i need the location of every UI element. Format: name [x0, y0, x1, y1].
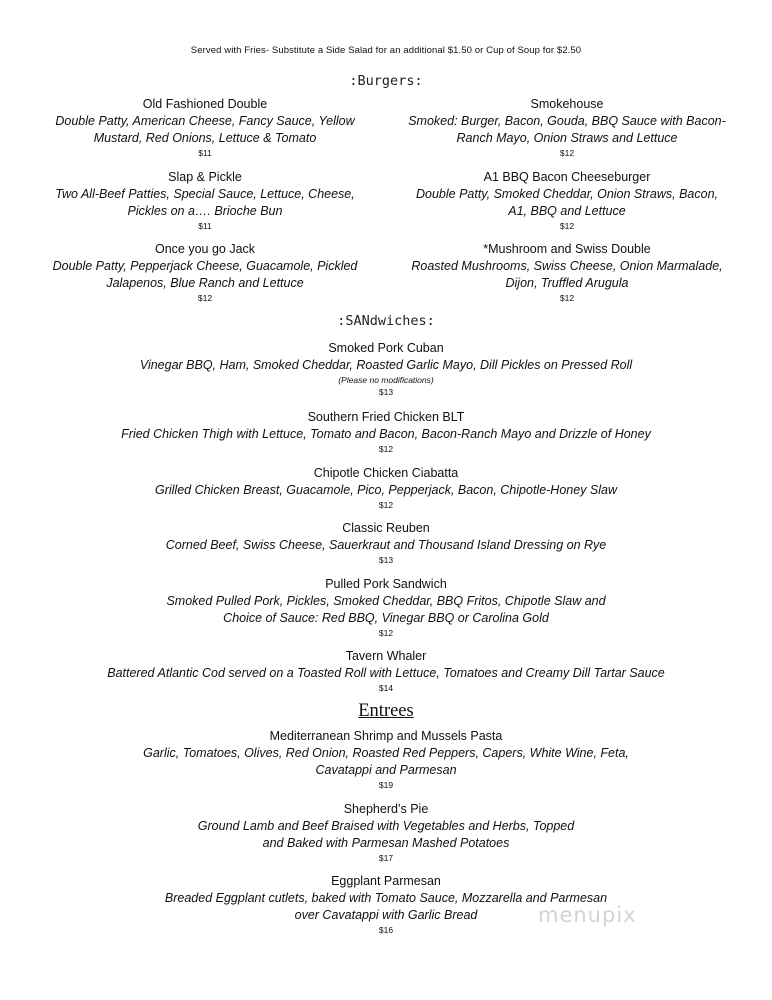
- item-name: Chipotle Chicken Ciabatta: [313, 466, 459, 480]
- item-description: Two All-Beef Patties, Special Sauce, Lettuce, Cheese,: [55, 187, 355, 201]
- item-price: $14: [378, 683, 394, 693]
- menu-item: [60, 801, 712, 864]
- item-name: Eggplant Parmesan: [331, 874, 441, 888]
- item-description: Ranch Mayo, Onion Straws and Lettuce: [456, 131, 678, 145]
- item-description: Battered Atlantic Cod served on a Toasted Roll with Lettuce, Tomatoes and Creamy Dill Tartar Sauce: [107, 666, 665, 680]
- item-description: and Baked with Parmesan Mashed Potatoes: [262, 836, 510, 850]
- item-description: Jalapenos, Blue Ranch and Lettuce: [106, 276, 304, 290]
- item-price: $12: [197, 293, 213, 303]
- item-name: Old Fashioned Double: [142, 97, 268, 111]
- menu-item: [60, 409, 712, 455]
- item-price: $19: [378, 780, 394, 790]
- item-price: $12: [378, 628, 394, 638]
- item-description: Grilled Chicken Breast, Guacamole, Pico, Pepperjack, Bacon, Chipotle-Honey Slaw: [154, 483, 618, 497]
- item-price: $16: [378, 925, 394, 935]
- item-price: $12: [559, 293, 575, 303]
- item-name: Mediterranean Shrimp and Mussels Pasta: [269, 729, 503, 743]
- menupix-watermark: menupix: [538, 903, 637, 927]
- menu-item: [60, 576, 712, 639]
- item-description: Corned Beef, Swiss Cheese, Sauerkraut and Thousand Island Dressing on Rye: [165, 538, 607, 552]
- menu-item: [60, 465, 712, 511]
- section-heading-burgers: :Burgers:: [349, 73, 423, 89]
- item-name: Southern Fried Chicken BLT: [307, 410, 465, 424]
- item-description: Double Patty, American Cheese, Fancy Sauce, Yellow: [55, 114, 355, 128]
- item-description: Cavatappi and Parmesan: [315, 763, 457, 777]
- item-name: Smokehouse: [530, 97, 604, 111]
- item-name: A1 BBQ Bacon Cheeseburger: [483, 170, 651, 184]
- item-price: $13: [378, 387, 394, 397]
- menu-item: [60, 648, 712, 694]
- menu-item: [20, 96, 390, 159]
- item-description: Roasted Mushrooms, Swiss Cheese, Onion Marmalade,: [411, 259, 723, 273]
- item-name: Shepherd’s Pie: [343, 802, 429, 816]
- item-name: Pulled Pork Sandwich: [325, 577, 447, 591]
- menu-item: [20, 241, 390, 304]
- item-note: (Please no modifications): [338, 375, 434, 385]
- section-heading-sandwiches: :SANdwiches:: [337, 313, 435, 329]
- item-description: Mustard, Red Onions, Lettuce & Tomato: [93, 131, 317, 145]
- item-description: over Cavatappi with Garlic Bread: [294, 908, 478, 922]
- item-name: Classic Reuben: [342, 521, 430, 535]
- item-price: $12: [378, 444, 394, 454]
- menu-item: [60, 728, 712, 791]
- item-description: Breaded Eggplant cutlets, baked with Tomato Sauce, Mozzarella and Parmesan: [164, 891, 608, 905]
- item-description: A1, BBQ and Lettuce: [508, 204, 626, 218]
- item-description: Garlic, Tomatoes, Olives, Red Onion, Roasted Red Peppers, Capers, White Wine, Feta,: [143, 746, 629, 760]
- sides-note: Served with Fries- Substitute a Side Salad for an additional $1.50 or Cup of Soup for $2.50: [190, 45, 582, 56]
- item-description: Double Patty, Smoked Cheddar, Onion Straws, Bacon,: [415, 187, 718, 201]
- section-heading-entrees: Entrees: [358, 701, 414, 721]
- item-description: Dijon, Truffled Arugula: [505, 276, 629, 290]
- item-price: $13: [378, 555, 394, 565]
- item-description: Ground Lamb and Beef Braised with Vegetables and Herbs, Topped: [197, 819, 575, 833]
- item-name: Once you go Jack: [154, 242, 256, 256]
- item-description: Choice of Sauce: Red BBQ, Vinegar BBQ or Carolina Gold: [223, 611, 549, 625]
- item-price: $17: [378, 853, 394, 863]
- menu-item: [384, 96, 750, 159]
- menu-item: [60, 520, 712, 566]
- item-description: Pickles on a…. Brioche Bun: [127, 204, 283, 218]
- menu-item: [384, 169, 750, 232]
- item-price: $11: [198, 221, 212, 231]
- item-price: $12: [559, 221, 575, 231]
- menu-item: [60, 340, 712, 398]
- item-price: $12: [378, 500, 394, 510]
- item-description: Vinegar BBQ, Ham, Smoked Cheddar, Roasted Garlic Mayo, Dill Pickles on Pressed Roll: [139, 358, 633, 372]
- item-description: Double Patty, Pepperjack Cheese, Guacamole, Pickled: [52, 259, 358, 273]
- item-description: Smoked Pulled Pork, Pickles, Smoked Cheddar, BBQ Fritos, Chipotle Slaw and: [166, 594, 606, 608]
- item-name: *Mushroom and Swiss Double: [483, 242, 651, 256]
- item-price: $12: [559, 148, 575, 158]
- item-description: Smoked: Burger, Bacon, Gouda, BBQ Sauce with Bacon-: [408, 114, 726, 128]
- item-price: $11: [198, 148, 212, 158]
- item-name: Slap & Pickle: [168, 170, 242, 184]
- menu-item: [384, 241, 750, 304]
- item-description: Fried Chicken Thigh with Lettuce, Tomato and Bacon, Bacon-Ranch Mayo and Drizzle of Honey: [121, 427, 651, 441]
- menu-item: [20, 169, 390, 232]
- item-name: Tavern Whaler: [345, 649, 427, 663]
- item-name: Smoked Pork Cuban: [328, 341, 444, 355]
